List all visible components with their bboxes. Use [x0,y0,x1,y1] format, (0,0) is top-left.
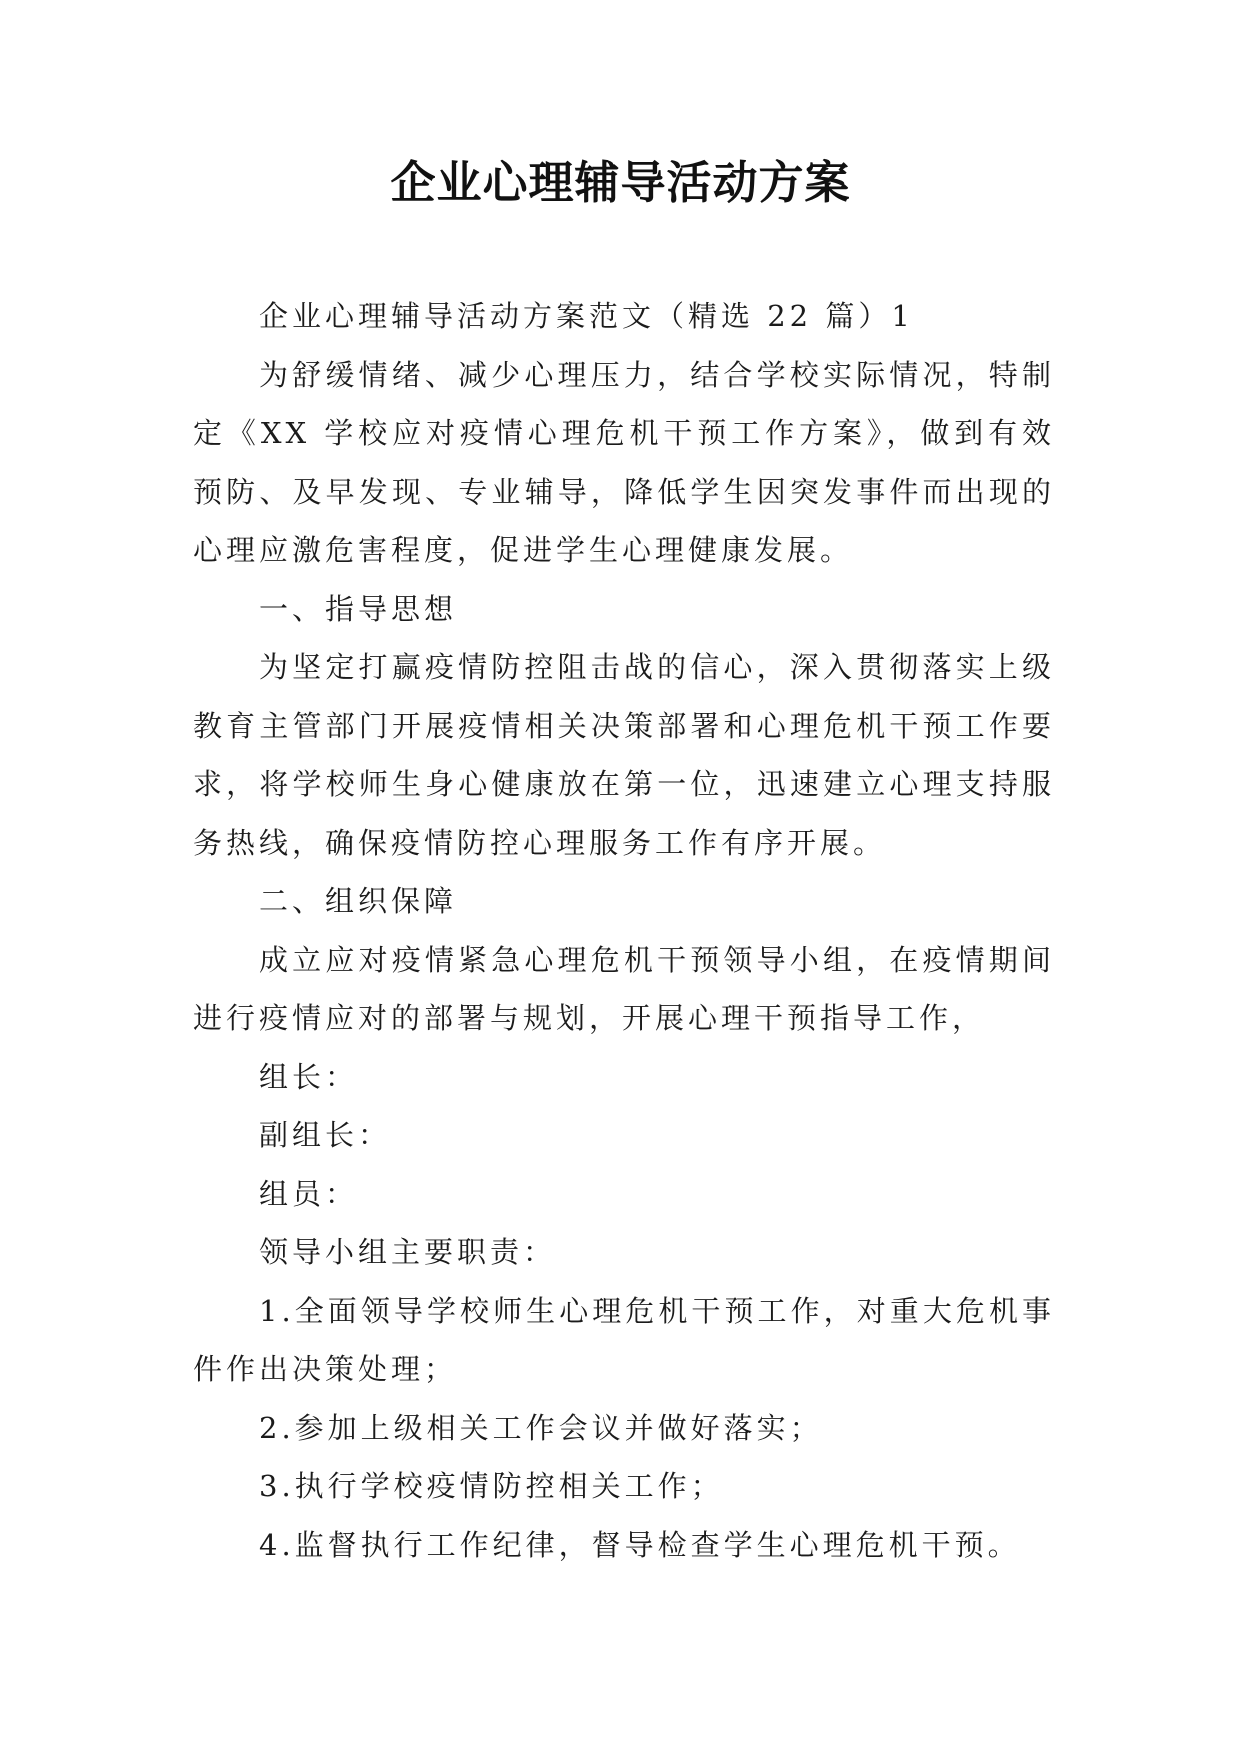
organization-paragraph: 成立应对疫情紧急心理危机干预领导小组，在疫情期间进行疫情应对的部署与规划，开展心理干预指导工作， [193,942,1055,1035]
document-subtitle: 企业心理辅导活动方案范文（精选 22 篇）1 [259,299,914,333]
responsibility-item: 3.执行学校疫情防控相关工作； [259,1469,724,1503]
responsibility-item: 2.参加上级相关工作会议并做好落实； [259,1410,823,1445]
deputy-leader-line: 副组长： [259,1118,392,1152]
responsibility-item: 4.监督执行工作纪律，督导检查学生心理危机干预。 [259,1527,1021,1562]
document-title: 企业心理辅导活动方案 [390,156,851,209]
responsibility-item: 1.全面领导学校师生心理危机干预工作，对重大危机事件作出决策处理； [193,1293,1055,1386]
section-heading-organization: 二、组织保障 [259,884,458,918]
guiding-ideology-paragraph: 为坚定打赢疫情防控阻击战的信心，深入贯彻落实上级教育主管部门开展疫情相关决策部署和心理危机干预工作要求，将学校师生身心健康放在第一位，迅速建立心理支持服务热线，确保疫情防控心理服务工作有序开展。 [193,650,1055,860]
intro-paragraph: 为舒缓情绪、减少心理压力，结合学校实际情况，特制定《XX 学校应对疫情心理危机干预工作方案》，做到有效预防、及早发现、专业辅导，降低学生因突发事件而出现的心理应激危害程度，促进学生心理健康发展。 [193,357,1055,567]
team-leader-line: 组长： [259,1059,359,1094]
document-body [193,287,1055,1574]
responsibilities-heading: 领导小组主要职责： [259,1235,557,1269]
team-members-line: 组员： [259,1176,359,1211]
section-heading-guiding-ideology: 一、指导思想 [259,591,458,626]
